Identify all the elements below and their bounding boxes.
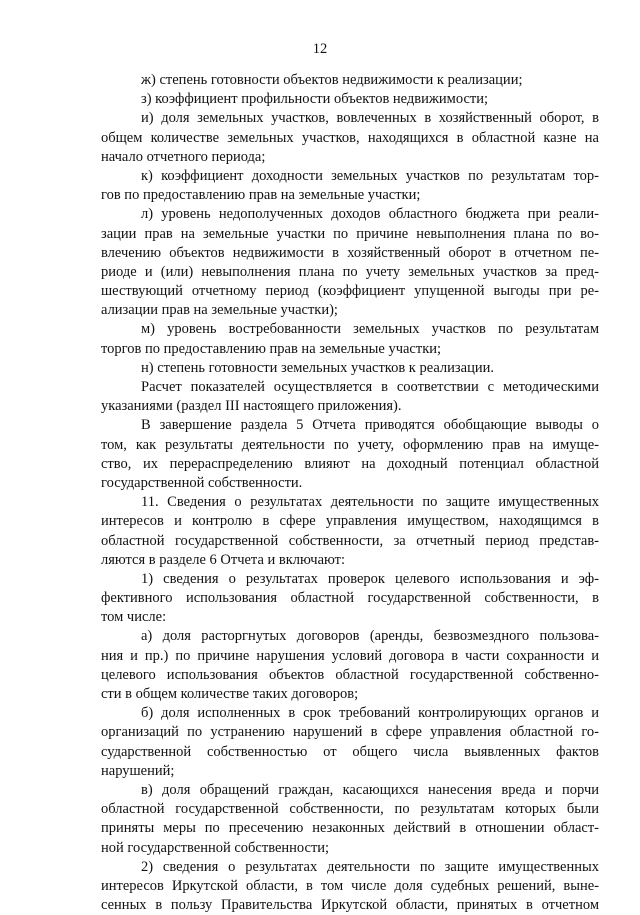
text-line: ализации прав на земельные участки); [101, 302, 338, 319]
text-line: и) доля земельных участков, вовлеченных в хозяйственный оборот, в [141, 110, 599, 127]
text-line: к) коэффициент доходности земельных участков по результатам тор- [141, 167, 599, 184]
text-line: фективного использования областной государственной собственности, в [101, 590, 599, 607]
text-line: шествующий отчетному период (коэффициент упущенной выгоды при ре- [101, 283, 599, 300]
text-line: торгов по предоставлению прав на земельные участки; [101, 340, 442, 357]
text-line: начало отчетного периода; [101, 148, 266, 165]
text-line: указаниями (раздел III настоящего приложения). [101, 398, 402, 415]
text-line: м) уровень востребованности земельных участков по результатам [141, 321, 599, 338]
text-line: областной государственной собственности, за отчетный период представ- [101, 532, 599, 549]
text-line: сти в общем количестве таких договоров; [101, 686, 359, 702]
text-line: в) доля обращений граждан, касающихся нанесения вреда и порчи [141, 781, 599, 798]
text-line: нарушений; [101, 762, 175, 779]
text-line: гов по предоставлению прав на земельные участки; [101, 187, 421, 204]
text-line: б) доля исполненных в срок требований контролирующих органов и [141, 705, 599, 722]
text-line: влечению объектов недвижимости в хозяйственный оборот в отчетном пе- [101, 244, 599, 261]
text-line: ной государственной собственности; [101, 839, 330, 856]
text-line: В завершение раздела 5 Отчета приводятся обобщающие выводы о [141, 417, 599, 434]
text-line: 11. Сведения о результатах деятельности по защите имущественных [141, 494, 599, 511]
text-line: риоде и (или) невыполнения плана по учету земельных участков за пред- [101, 263, 599, 280]
text-line: сенных в пользу Правительства Иркутской области, принятых в отчетном [101, 897, 599, 914]
text-line: целевого использования объектов областной государственной собственно- [101, 666, 599, 683]
text-line: ния и пр.) по причине нарушения условий договора в части сохранности и [101, 647, 599, 664]
text-line: а) доля расторгнутых договоров (аренды, безвозмездного пользова- [141, 628, 599, 645]
text-line: интересов и контролю в сфере управления имуществом, находящимся в [101, 513, 599, 530]
text-line: областной государственной собственности, по результатам которых были [101, 801, 599, 818]
text-line: ство, их перераспределению влияют на доходный потенциал областной [101, 455, 599, 472]
text-line: ляются в разделе 6 Отчета и включают: [101, 551, 346, 568]
text-line: приняты меры по пресечению незаконных действий в отношении област- [101, 820, 599, 837]
text-line: общем количестве земельных участков, находящихся в областной казне на [101, 129, 599, 146]
text-line: государственной собственности. [101, 474, 303, 491]
page-number: 12 [312, 41, 328, 57]
text-line: том числе: [101, 609, 167, 626]
text-line: 1) сведения о результатах проверок целевого использования и эф- [141, 570, 599, 587]
text-line: н) степень готовности земельных участков к реализации. [141, 359, 494, 376]
body-text [101, 71, 599, 915]
text-line: л) уровень недополученных доходов областного бюджета при реали- [141, 206, 599, 223]
text-line: ж) степень готовности объектов недвижимости к реализации; [141, 72, 523, 88]
text-line: зации прав на земельные участки по причине невыполнения плана по во- [101, 225, 599, 242]
text-line: сударственной собственностью от общего числа выявленных фактов [101, 743, 599, 760]
text-line: организаций по устранению нарушений в сфере управления областной го- [101, 724, 599, 741]
text-line: том, как результаты деятельности по учету, оформлению прав на имуще- [101, 436, 599, 453]
text-line: Расчет показателей осуществляется в соответствии с методическими [141, 379, 599, 395]
text-line: 2) сведения о результатах деятельности по защите имущественных [141, 858, 599, 875]
text-line: интересов Иркутской области, в том числе доля судебных решений, выне- [101, 877, 599, 894]
text-line: з) коэффициент профильности объектов недвижимости; [141, 91, 489, 108]
